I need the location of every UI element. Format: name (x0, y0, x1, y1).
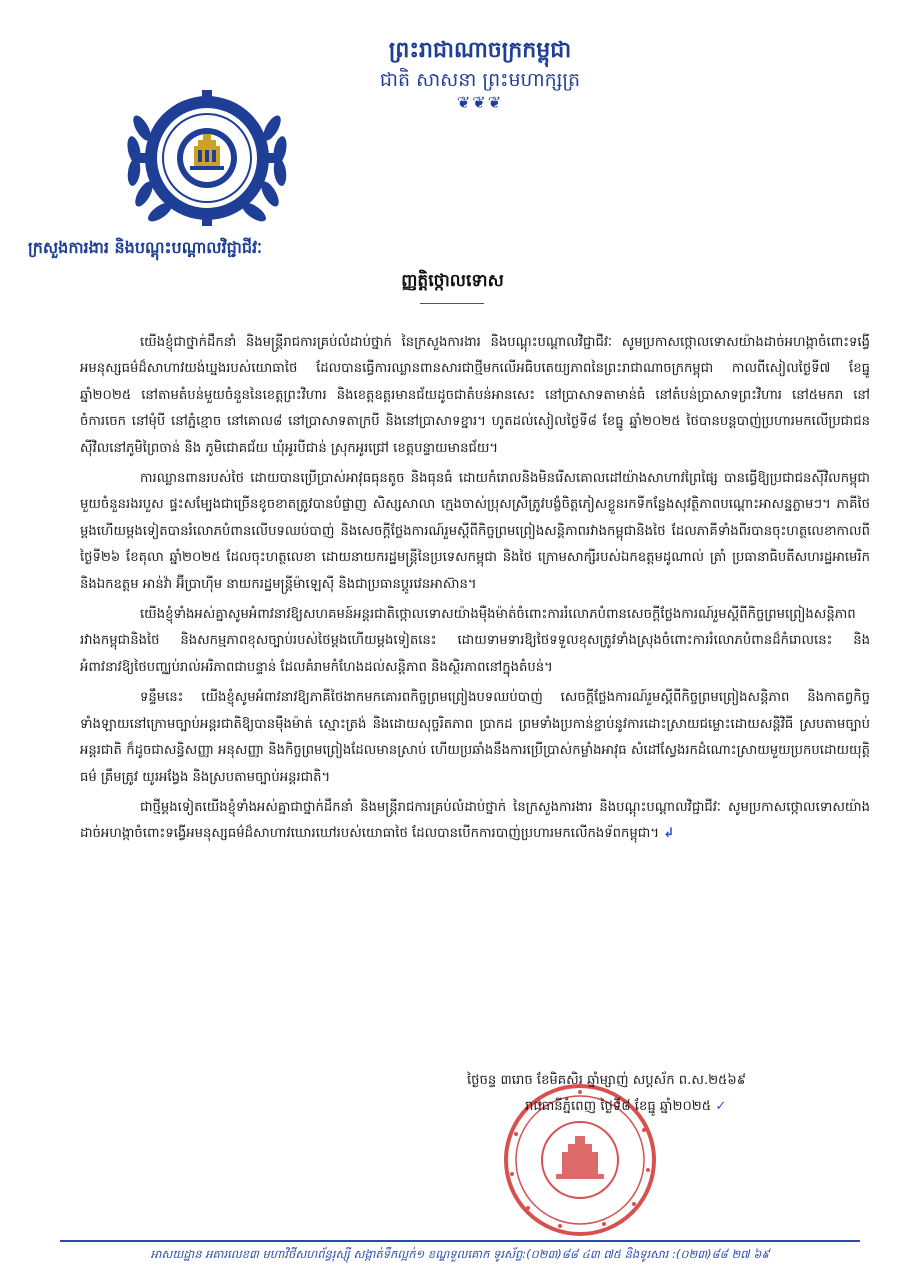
lunar-date: ថ្ងៃចន្ទ ៣រោច ខែមិគសិរ ឆ្នាំម្សាញ់ សប្តស័ក ព.ស.២៥៦៩ (467, 1073, 747, 1088)
solar-date-line (455, 1094, 855, 1120)
title-underline (420, 303, 484, 304)
paragraph-5-text: ជាថ្មីម្តងទៀតយើងខ្ញុំទាំងអស់គ្នាជាថ្នាក់ដឹកនាំ និងមន្រ្តីរាជការគ្រប់លំដាប់ថ្នាក់ នៃក្រសួងការងារ និងបណ្តុះបណ្តាលវិជ្ជាជីវៈ សូមប្រកាសថ្កោលទោសយ៉ាងដាច់អហង្កាចំពោះទង្វើអមនុស្សធម៌ដ៏សាហាវឃោរឃៅរបស់យោធាថៃ ដែលបានបើកការបាញ់ប្រហារមកលើកងទ័ពកម្ពុជា។ (80, 799, 870, 842)
document-title: ញ្ញត្តិថ្កោលទោស (401, 271, 504, 291)
kingdom-name: ព្រះរាជាណាចក្រកម្ពុជា (388, 38, 572, 63)
paragraph-1: យើងខ្ញុំជាថ្នាក់ដឹកនាំ និងមន្រ្តីរាជការគ្រប់លំដាប់ថ្នាក់ នៃក្រសួងការងារ និងបណ្តុះបណ្តាលវិជ្ជាជីវៈ សូមប្រកាសថ្កោលទោសយ៉ាងដាច់អហង្កាចំពោះទង្វើអមនុស្សធម៌ដ៏សាហាវយង់ឃ្នងរបស់យោធាថៃ ដែលបានធ្វើការឈ្លានពានសារជាថ្មីមកលើអធិបតេយ្យភាពនៃព្រះរាជាណាចក្រកម្ពុជា កាលពីសៀលថ្ងៃទី៧ ខែធ្នូ ឆ្នាំ២០២៥ នៅតាមតំបន់មួយចំនួននៃខេត្តព្រះវិហារ និងខេត្តឧត្តរមានជ័យដូចជាតំបន់អានសេះ នៅប្រាសាទតាមាន់ធំ នៅតំបន់ប្រាសាទព្រះវិហារ នៅ៥មករា នៅចំការចេក នៅមុំបី នៅភ្នំខ្មោច នៅគោល៨ នៅប្រាសាទតាក្របី និងនៅប្រាសាទខ្នារ។ ហូតដល់សៀលថ្ងៃទី៨ ខែធ្នូ ឆ្នាំ២០២៥ ថៃបានបន្តបាញ់ប្រហារមកលើប្រជាជនស៊ីវិលនៅភូមិព្រៃចាន់ និង ភូមិជោគជ័យ ឃុំអូរបីជាន់ ស្រុកអូរជ្រៅ ខេត្តបន្ទាយមានជ័យ។ (80, 335, 870, 456)
pen-initial-mark: ↲ (663, 826, 675, 842)
ornament-divider: ❦❦❦ (456, 93, 504, 112)
kingdom-heading (330, 36, 630, 112)
ministry-name: ក្រសួងការងារ និងបណ្ដុះបណ្ដាលវិជ្ជាជីវៈ (28, 238, 262, 257)
paragraph-5 (80, 795, 870, 848)
seal-emblem-icon (556, 1136, 604, 1179)
paragraph-2: ការឈ្លានពានរបស់ថៃ ដោយបានប្រើប្រាស់អាវុធធុនតូច និងធុនធំ ដោយកំរោលនិងមិនរើសគោលដៅយ៉ាងសាហាវព្រៃផ្សៃ បានធ្វើឱ្យប្រជាជនស៊ីវិលកម្ពុជាមួយចំនួនរងរបួស ផ្ទះសម្បែងជាច្រើនខូចខាតត្រូវបានបំផ្លាញ សិស្សសាលា ក្មេងចាស់ប្រុសស្រីត្រូវបង្ខំចិត្តភៀសខ្លួនរកទីកន្លែងសុវត្ថិភាពបណ្តោះអាសន្នភ្លាមៗ។ ភាគីថៃម្តងហើយម្តងទៀតបានរំលោភបំពានលើបទឈប់បាញ់ និងសេចក្តីថ្លែងការណ៍រួមស្តីពីកិច្ចព្រមព្រៀងសន្តិភាពរវាងកម្ពុជានិងថៃ ដែលភាគីទាំងពីរបានចុះហត្ថលេខាកាលពីថ្ងៃទី២៦ ខែតុលា ឆ្នាំ២០២៥ ដែលចុះហត្ថលេខា ដោយនាយករដ្ឋមន្ត្រីនៃប្រទេសកម្ពុជា និងថៃ ក្រោមសាក្សីរបស់ឯកឧត្តមដូណាល់ ត្រាំ ប្រធានាធិបតីសហរដ្ឋអាមេរិក និងឯកឧត្តម អាន់វ៉ា អ៊ីប្រាហ៊ីម នាយករដ្ឋមន្ត្រីម៉ាឡេស៊ី និងជាប្រធានប្តូរវេនអាស៊ាន។ (80, 471, 870, 592)
date-block (455, 1068, 855, 1120)
paragraph-3: យើងខ្ញុំទាំងអស់គ្នាសូមអំពាវនាវឱ្យសហគមន៍អន្តរជាតិថ្កោលទោសយ៉ាងម៉ឺងម៉ាត់ចំពោះការរំលោភបំពានសេចក្តីថ្លែងការណ៍រួមស្តីពីកិច្ចព្រមព្រៀងសន្តិភាពរវាងកម្ពុជានិងថៃ និងសកម្មភាពខុសច្បាប់របស់ថៃម្តងហើយម្តងទៀតនេះ ដោយទាមទារឱ្យថៃទទួលខុសត្រូវទាំងស្រុងចំពោះការរំលោភបំពានដ៏កំរោលនេះ និងអំពាវនាវឱ្យថៃបញ្ឈប់រាល់អរិភាពជាបន្ទាន់ ដែលគំរាមកំហែងដល់សន្តិភាព និងស្ថិរភាពនៅក្នុងតំបន់។ (80, 607, 870, 675)
document-body (80, 330, 870, 852)
ministry-logo (112, 68, 302, 238)
signature-mark: ✓ (715, 1099, 727, 1114)
footer-address: អាសយដ្ឋាន អគារលេខ៣ មហាវិថីសហព័ន្ធរុស្ស៊ី សង្កាត់ទឹកល្អក់១ ខណ្ឌទួលគោក ទូរស័ព្ទ:(០២៣)៨៨ ៤៣ ៧៥ និងទូរសារ :(០២៣)៨៨ ២៧ ៦៩ (150, 1247, 770, 1261)
solar-date: រាជធានីភ្នំពេញ ថ្ងៃទី៨ ខែធ្នូ ឆ្នាំ២០២៥ (525, 1099, 712, 1114)
footer-divider (60, 1240, 860, 1242)
paragraph-4: ទន្ទឹមនេះ យើងខ្ញុំសូមអំពាវនាវឱ្យភាគីថៃងាកមកគោរពកិច្ចព្រមព្រៀងបទឈប់បាញ់ សេចក្តីថ្លែងការណ៍រួមស្តីពីកិច្ចព្រមព្រៀងសន្តិភាព និងកាតព្វកិច្ចទាំងឡាយនៅក្រោមច្បាប់អន្តរជាតិឱ្យបានម៉ឺងម៉ាត់ ស្មោះត្រង់ និងដោយសុច្ចរិតភាព ប្រាកដ ព្រមទាំងប្រកាន់ខ្ជាប់នូវការដោះស្រាយជម្លោះដោយសន្តិវិធី ស្របតាមច្បាប់អន្តរជាតិ ក៏ដូចជាសន្ធិសញ្ញា អនុសញ្ញា និងកិច្ចព្រមព្រៀងដែលមានស្រាប់ ហើយប្រឆាំងនឹងការប្រើប្រាស់កម្លាំងអាវុធ សំដៅស្វែងរកដំណោះស្រាយមួយប្រកបដោយយុត្តិធម៌ ត្រឹមត្រូវ យូរអង្វែង និងស្របតាមច្បាប់អន្តរជាតិ។ (80, 690, 870, 785)
national-motto: ជាតិ សាសនា ព្រះមហាក្សត្រ (379, 69, 581, 91)
